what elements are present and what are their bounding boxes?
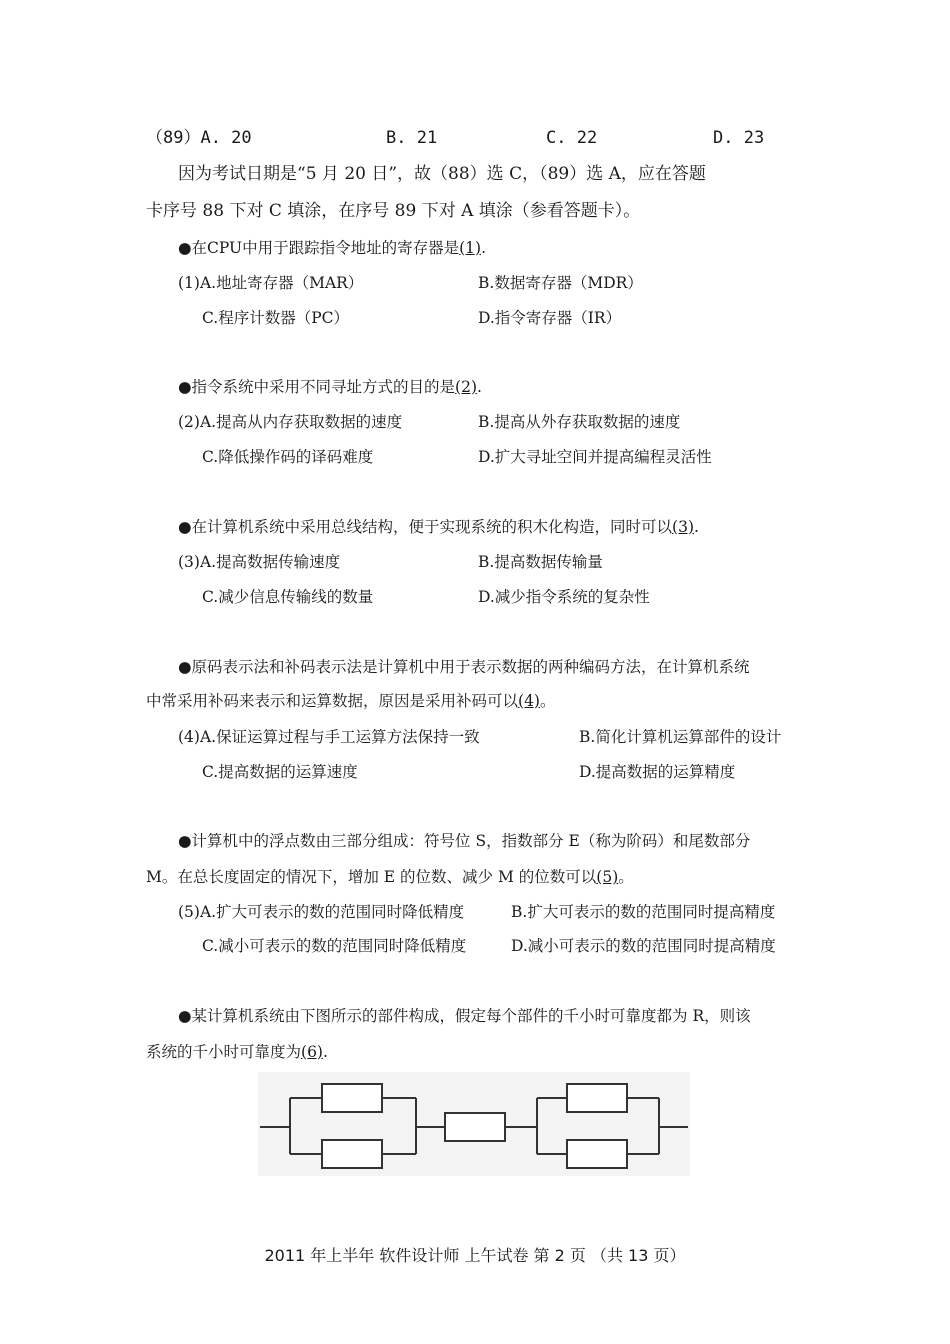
q1-option-c: C.程序计数器（PC） [202, 309, 350, 327]
answer-blank: (3) [672, 518, 694, 536]
question-3-stem: ●在计算机系统中采用总线结构，便于实现系统的积木化构造，同时可以(3). [178, 518, 699, 536]
question-6-stem-line-1: ●某计算机系统由下图所示的部件构成，假定每个部件的千小时可靠度都为 R，则该 [178, 1007, 751, 1025]
component-block [567, 1084, 627, 1112]
q1-option-a: (1)A.地址寄存器（MAR） [178, 274, 364, 292]
reliability-diagram [258, 1072, 690, 1176]
q5-option-a: (5)A.扩大可表示的数的范围同时降低精度 [178, 903, 465, 921]
question-4-stem-line-1: ●原码表示法和补码表示法是计算机中用于表示数据的两种编码方法，在计算机系统 [178, 658, 750, 676]
component-block [445, 1113, 505, 1141]
answer-blank: (4) [518, 692, 540, 710]
q5-option-d: D.减小可表示的数的范围同时提高精度 [511, 937, 776, 955]
q4-option-d: D.提高数据的运算精度 [579, 763, 736, 781]
component-block [322, 1140, 382, 1168]
q3-option-b: B.提高数据传输量 [478, 553, 603, 571]
explain-line-1: 因为考试日期是“5 月 20 日”，故（88）选 C，（89）选 A，应在答题 [178, 164, 706, 184]
question-2-stem: ●指令系统中采用不同寻址方式的目的是(2). [178, 378, 482, 396]
q4-option-a: (4)A.保证运算过程与手工运算方法保持一致 [178, 728, 480, 746]
answer-blank: (5) [596, 868, 619, 886]
q5-option-b: B.扩大可表示的数的范围同时提高精度 [511, 903, 776, 921]
question-5-stem-line-2: M。在总长度固定的情况下，增加 E 的位数、减少 M 的位数可以(5)。 [146, 868, 634, 886]
q89-option-d: D. 23 [713, 128, 765, 148]
component-block [322, 1084, 382, 1112]
q2-option-a: (2)A.提高从内存获取数据的速度 [178, 413, 403, 431]
q4-option-b: B.简化计算机运算部件的设计 [579, 728, 782, 746]
explain-line-2: 卡序号 88 下对 C 填涂，在序号 89 下对 A 填涂（参看答题卡）。 [146, 201, 641, 221]
component-block [567, 1140, 627, 1168]
page-footer: 2011 年上半年 软件设计师 上午试卷 第 2 页 （共 13 页） [264, 1246, 686, 1265]
answer-blank: (1) [459, 239, 482, 257]
question-4-stem-line-2: 中常采用补码来表示和运算数据，原因是采用补码可以(4)。 [146, 692, 556, 710]
q1-option-d: D.指令寄存器（IR） [478, 309, 622, 327]
q89-option-a: （89）A. 20 [146, 128, 252, 148]
q2-option-d: D.扩大寻址空间并提高编程灵活性 [478, 448, 712, 466]
q3-option-a: (3)A.提高数据传输速度 [178, 553, 341, 571]
q89-option-b: B. 21 [386, 128, 438, 148]
q2-option-c: C.降低操作码的译码难度 [202, 448, 374, 466]
q5-option-c: C.减小可表示的数的范围同时降低精度 [202, 937, 467, 955]
question-1-stem: ●在CPU中用于跟踪指令地址的寄存器是(1). [178, 239, 487, 257]
q3-option-d: D.减少指令系统的复杂性 [478, 588, 650, 606]
q3-option-c: C.减少信息传输线的数量 [202, 588, 374, 606]
answer-blank: (6) [301, 1043, 323, 1061]
question-5-stem-line-1: ●计算机中的浮点数由三部分组成：符号位 S，指数部分 E（称为阶码）和尾数部分 [178, 832, 751, 850]
q4-option-c: C.提高数据的运算速度 [202, 763, 358, 781]
question-6-stem-line-2: 系统的千小时可靠度为(6). [146, 1043, 328, 1061]
q89-option-c: C. 22 [546, 128, 598, 148]
answer-blank: (2) [455, 378, 477, 396]
q1-option-b: B.数据寄存器（MDR） [478, 274, 643, 292]
q2-option-b: B.提高从外存获取数据的速度 [478, 413, 681, 431]
